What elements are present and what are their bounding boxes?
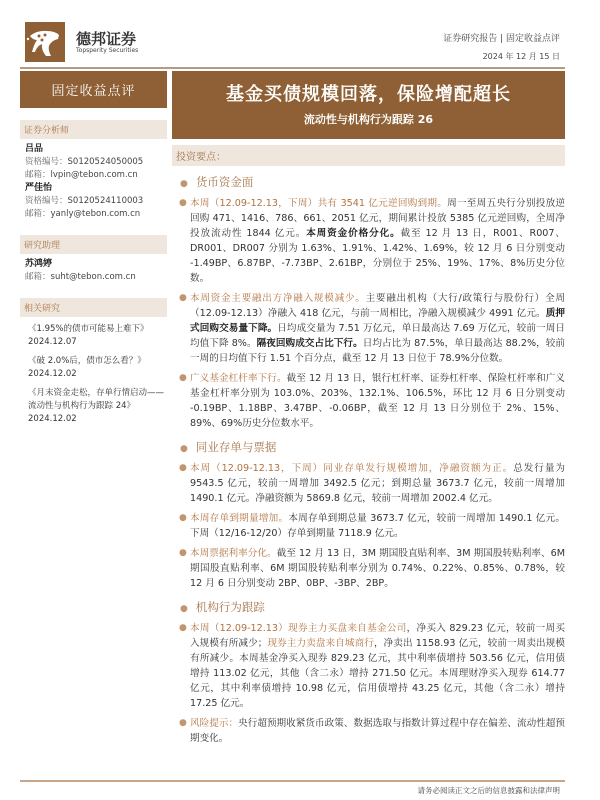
disclaimer: 请务必阅读正文之后的信息披露和法律声明: [417, 786, 560, 795]
highlight-text: 隔夜回购成交占比下行。: [256, 338, 363, 349]
email-label: 邮箱：: [25, 170, 51, 180]
paragraph: [179, 461, 565, 506]
logo: [25, 22, 65, 62]
body-text: 截至 12 月 13 日，3M 期国股直贴利率、3M 期国股转贴利率、6M 期国股直贴利率、6M 期国股转贴利率分别为 0.74%、0.22%、0.85%、0.78%，较 12 月 6 日分别变动 2BP、0BP、-3BP、2BP。: [190, 548, 566, 589]
body-text: 截至 12 月 13 日，R001、R007、DR001、DR007 分别为 1.63%、1.91%、1.42%、1.69%，较 12 月 6 日分别变动 -1.49BP、6.87BP、-7.73BP、2.61BP，分别位于 25%、19%、17%、8%历史分位数。: [190, 228, 565, 284]
highlight-text: 本周（12.09-12.13）现券主力买盘来自基金公司: [190, 623, 407, 634]
leopard-logo-icon: [25, 22, 65, 62]
cert-label: 资格编号：: [25, 196, 68, 206]
highlight-text: 本周存单到期量增加。: [190, 513, 289, 524]
related-item[interactable]: [20, 387, 167, 426]
related-title[interactable]: 《月末资金走松，存单行情启动——流动性与机构行为跟踪 24》: [28, 388, 165, 411]
email-link[interactable]: lvpin@tebon.com.cn: [50, 170, 138, 180]
body-text: 周一至周五央行分别投放逆回购 471、1416、786、661、2051 亿元，期间累计投放 5385 亿元逆回购，全周净投放流动性 1844 亿元。: [190, 198, 566, 239]
bullet-icon: ●: [179, 548, 187, 558]
analyst-email: [20, 169, 167, 182]
related-date: 2024.12.07: [28, 337, 77, 347]
body-text: ，净买入 829.23 亿元，较前一周买入规模有所减少；: [190, 623, 565, 649]
related-item[interactable]: [20, 323, 167, 349]
analyst-cert: [20, 195, 167, 208]
bullet-icon: ●: [179, 718, 187, 728]
section-heading: ● 货币资金面: [180, 175, 254, 189]
bullet-icon: ●: [179, 293, 187, 303]
related-label: 相关研究: [20, 298, 167, 317]
analyst-cert: [20, 156, 167, 169]
bullet-icon: ●: [179, 198, 187, 208]
key-points-label: 投资要点：: [172, 145, 565, 166]
page-title: 基金买债规模回落，保险增配超长: [226, 84, 511, 105]
header: [20, 0, 565, 67]
related-date: 2024.12.02: [28, 369, 77, 379]
body-text: 央行超预期收紧货币政策、数据选取与指数计算过程中存在偏差、流动性超预期变化。: [190, 718, 566, 744]
bullet-icon: ●: [179, 513, 187, 523]
analyst-name: 吕品: [25, 144, 44, 154]
paragraph: [179, 621, 566, 711]
bullet-icon: ●: [180, 444, 188, 454]
page-subtitle: 流动性与机构行为跟踪 26: [303, 113, 434, 126]
related-item[interactable]: [20, 355, 167, 381]
cert-number: S0120524110003: [67, 196, 144, 206]
content: [20, 71, 565, 751]
cert-number: S0120524050005: [67, 157, 144, 167]
paragraph: [179, 196, 566, 286]
analysts-label: 证券分析师: [20, 120, 167, 139]
paragraph: [179, 511, 566, 541]
analyst-name: 严佳怡: [25, 183, 53, 193]
highlight-text: 本周（12.09-12.13，下周）同业存单发行规模增加，净融资额为正。: [190, 463, 514, 474]
bullet-icon: ●: [179, 463, 187, 473]
body-text: 主要融出机构（大行/政策行与股份行）全周（12.09-12.13）净融入 418 亿元，与前一周相比，净融入规模减少 4991 亿元。: [190, 293, 566, 319]
section-heading: ● 同业存单与票据: [180, 440, 277, 454]
highlight-text: 本周（12.09-12.13，下周）共有 3541 亿元逆回购到期。: [190, 198, 448, 209]
email-link[interactable]: yanly@tebon.com.cn: [50, 209, 141, 219]
brand-name: 德邦证券: [76, 30, 137, 48]
assistant-name: 苏鸿婷: [25, 259, 53, 269]
highlight-text: 广义基金杠杆率下行。: [190, 373, 287, 384]
header-divider: [20, 67, 565, 69]
body-text: ，净卖出 1158.93 亿元，较前一周卖出规模有所减少。本周基金净买入现券 829.23 亿元，其中利率债增持 503.56 亿元，信用债增持 113.02 亿元，其他（含二永）增持 271.50 亿元。本周理财净买入现券 614.77 亿元，其中利率债增持 10.98 亿元，信用债增持 43.25 亿元，其他（含二永）增持 17.25 亿元。: [190, 638, 566, 709]
highlight-text: 现券主力卖盘来自城商行: [267, 638, 374, 649]
footer: [20, 772, 565, 796]
paragraph: [179, 371, 565, 431]
assistant-label: 研究助理: [20, 235, 167, 254]
paragraph: [179, 546, 566, 591]
related-date: 2024.12.02: [28, 414, 77, 424]
analyst-email: [20, 208, 167, 221]
body-text: 总发行量为 9543.5 亿元，较前一周增加 3492.5 亿元；到期总量 3673.7 亿元，较前一周增加 1490.1 亿元。净融资额为 5869.8 亿元，较前一周增加 2002.4 亿元。: [190, 463, 565, 504]
highlight-text: 本周票据利率分化。: [190, 548, 277, 559]
section-heading: ● 机构行为跟踪: [180, 600, 265, 614]
footer-divider: [20, 780, 565, 782]
highlight-text: 风险提示：: [190, 718, 239, 729]
related-title[interactable]: 《1.95%的债市可能易上难下》: [28, 324, 149, 334]
assistant-email: [20, 271, 167, 284]
body-text: 截至 12 月 13 日，银行杠杆率、证券杠杆率、保险杠杆率和广义基金杠杆率分别为 103.0%、203%、132.1%、106.5%，环比 12 月 6 日分别变动 -0.19BP、1.18BP、3.47BP、-0.06BP，截至 12 月 13 日分别位于 2%、15%、89%、69%历史分位数水平。: [190, 373, 565, 429]
bullet-icon: ●: [179, 623, 187, 633]
bullet-icon: ●: [180, 604, 188, 614]
highlight-text: 本周资金主要融出方净融入规模减少。: [190, 293, 366, 304]
related-title[interactable]: 《破 2.0%后，债市怎么看？》: [28, 356, 146, 366]
main-column: [172, 71, 565, 751]
report-date: 2024 年 12 月 15 日: [482, 52, 560, 61]
report-type: 证券研究报告 | 固定收益点评: [443, 34, 560, 44]
email-link[interactable]: suht@tebon.com.cn: [50, 272, 136, 282]
report-category: 固定收益点评: [20, 71, 167, 108]
email-label: 邮箱：: [25, 272, 51, 282]
title-banner: [172, 71, 565, 139]
cert-label: 资格编号：: [25, 157, 68, 167]
paragraph: [179, 716, 566, 746]
body-text: 日均成交量为 7.51 万亿元，单日最高达 7.69 万亿元，较前一周日均值下降 8%。: [190, 323, 566, 349]
bullet-icon: ●: [180, 179, 188, 189]
brand-name-en: Topsperity Securities: [76, 47, 139, 54]
highlight-text: 质押式回购交易量下降。: [190, 308, 565, 334]
body-text: 本周存单到期总量 3673.7 亿元，较前一周增加 1490.1 亿元。下周（12/16-12/20）存单到期量 7118.9 亿元。: [190, 513, 566, 539]
bullet-icon: ●: [179, 373, 187, 383]
paragraph: [179, 291, 566, 366]
body-text: 日均占比为 87.5%，单日最高达 88.2%，较前一周的日均值下行 1.51 个百分点，截至 12 月 13 日位于 78.9%分位数。: [190, 338, 565, 364]
highlight-text: 本周资金价格分化。: [306, 228, 401, 239]
sidebar: [20, 71, 167, 751]
email-label: 邮箱：: [25, 209, 51, 219]
